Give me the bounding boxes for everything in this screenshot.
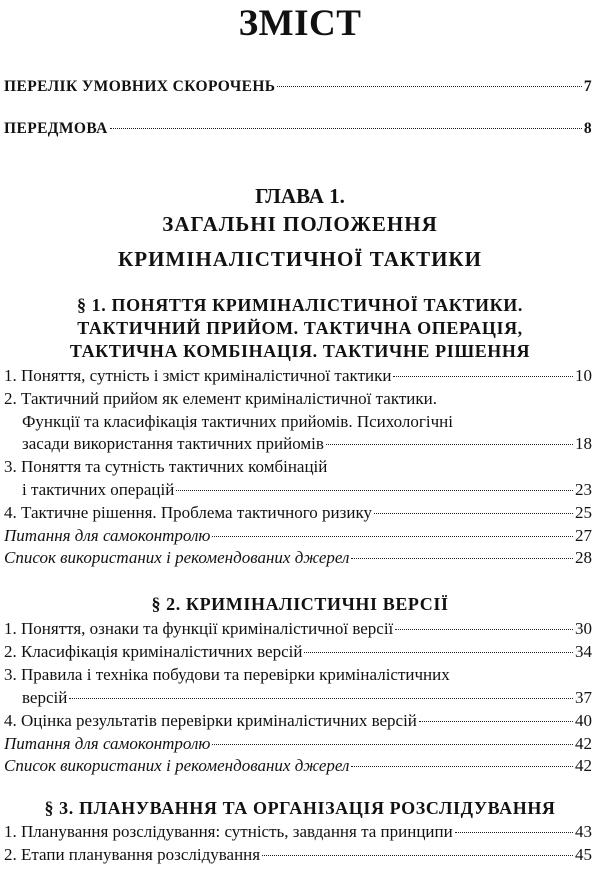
entry-label: ПЕРЕЛІК УМОВНИХ СКОРОЧЕНЬ bbox=[4, 78, 276, 95]
entry-line: 2. Тактичний прийом як елемент криміналістичної тактики. bbox=[4, 389, 438, 408]
section2-heading: § 2. КРИМІНАЛІСТИЧНІ ВЕРСІЇ bbox=[151, 594, 449, 614]
toc-entry-questions[interactable] bbox=[4, 734, 592, 756]
entry-label: Питання для самоконтролю bbox=[4, 734, 211, 753]
page-title: ЗМІСТ bbox=[238, 3, 362, 44]
entry-label: 1. Поняття, сутність і зміст криміналістичної тактики bbox=[4, 366, 392, 385]
entry-page: 28 bbox=[575, 548, 592, 567]
dot-leader bbox=[69, 698, 573, 699]
dot-leader bbox=[374, 513, 573, 514]
entry-line: Функції та класифікація тактичних прийомів. Психологічні bbox=[22, 412, 453, 431]
toc-entry[interactable] bbox=[4, 503, 592, 525]
toc-entry[interactable] bbox=[22, 688, 592, 710]
entry-label: 1. Планування розслідування: сутність, завдання та принципи bbox=[4, 822, 453, 841]
toc-entry-sources[interactable] bbox=[4, 756, 592, 778]
entry-label: Питання для самоконтролю bbox=[4, 526, 211, 545]
toc-entry[interactable] bbox=[4, 366, 592, 388]
toc-entry-questions[interactable] bbox=[4, 526, 592, 548]
entry-label: 2. Класифікація криміналістичних версій bbox=[4, 642, 303, 661]
toc-entry[interactable] bbox=[4, 822, 592, 844]
dot-leader bbox=[351, 558, 573, 559]
dot-leader bbox=[326, 444, 573, 445]
dot-leader bbox=[304, 652, 573, 653]
entry-label: засади використання тактичних прийомів bbox=[22, 434, 324, 453]
chapter-number: ГЛАВА 1. bbox=[255, 184, 345, 208]
entry-page: 43 bbox=[575, 822, 592, 841]
dot-leader bbox=[176, 490, 573, 491]
toc-entry[interactable] bbox=[22, 434, 592, 456]
dot-leader bbox=[395, 629, 573, 630]
dot-leader bbox=[277, 86, 581, 87]
entry-page: 18 bbox=[575, 434, 592, 453]
entry-page: 45 bbox=[575, 845, 592, 864]
entry-page: 34 bbox=[575, 642, 592, 661]
entry-page: 37 bbox=[575, 688, 592, 707]
entry-label: ПЕРЕДМОВА bbox=[4, 120, 108, 137]
entry-label: і тактичних операцій bbox=[22, 480, 175, 499]
entry-page: 7 bbox=[583, 78, 592, 95]
entry-page: 30 bbox=[575, 619, 592, 638]
toc-entry-preface[interactable] bbox=[4, 120, 592, 142]
dot-leader bbox=[393, 376, 573, 377]
entry-label: Список використаних і рекомендованих джерел bbox=[4, 756, 350, 775]
dot-leader bbox=[419, 721, 573, 722]
dot-leader bbox=[455, 832, 573, 833]
entry-page: 27 bbox=[575, 526, 592, 545]
toc-entry-sources[interactable] bbox=[4, 548, 592, 570]
toc-entry[interactable] bbox=[4, 845, 592, 867]
entry-page: 23 bbox=[575, 480, 592, 499]
section3-heading: § 3. ПЛАНУВАННЯ ТА ОРГАНІЗАЦІЯ РОЗСЛІДУВАННЯ bbox=[44, 798, 556, 818]
entry-label: 1. Поняття, ознаки та функції криміналістичної версії bbox=[4, 619, 394, 638]
toc-entry[interactable] bbox=[22, 480, 592, 502]
entry-label: Список використаних і рекомендованих джерел bbox=[4, 548, 350, 567]
section1-heading-line2: ТАКТИЧНИЙ ПРИЙОМ. ТАКТИЧНА ОПЕРАЦІЯ, bbox=[77, 318, 523, 338]
entry-page: 8 bbox=[583, 120, 592, 137]
entry-label: версій bbox=[22, 688, 68, 707]
entry-line: 3. Правила і техніка побудови та перевірки криміналістичних bbox=[4, 665, 450, 684]
dot-leader bbox=[262, 855, 573, 856]
chapter-title-line1: ЗАГАЛЬНІ ПОЛОЖЕННЯ bbox=[162, 212, 438, 236]
toc-entry-abbreviations[interactable] bbox=[4, 78, 592, 100]
entry-page: 42 bbox=[575, 756, 592, 775]
entry-label: 4. Тактичне рішення. Проблема тактичного ризику bbox=[4, 503, 372, 522]
section1-heading-line3: ТАКТИЧНА КОМБІНАЦІЯ. ТАКТИЧНЕ РІШЕННЯ bbox=[69, 341, 531, 361]
entry-label: 4. Оцінка результатів перевірки криміналістичних версій bbox=[4, 711, 417, 730]
toc-entry[interactable] bbox=[4, 711, 592, 733]
entry-page: 25 bbox=[575, 503, 592, 522]
section1-heading-line1: § 1. ПОНЯТТЯ КРИМІНАЛІСТИЧНОЇ ТАКТИКИ. bbox=[76, 295, 524, 315]
toc-entry[interactable] bbox=[4, 619, 592, 641]
dot-leader bbox=[212, 744, 573, 745]
entry-line: 3. Поняття та сутність тактичних комбінацій bbox=[4, 457, 328, 476]
toc-entry[interactable] bbox=[4, 642, 592, 664]
dot-leader bbox=[212, 536, 573, 537]
dot-leader bbox=[110, 128, 582, 129]
chapter-title-line2: КРИМІНАЛІСТИЧНОЇ ТАКТИКИ bbox=[118, 247, 482, 271]
entry-page: 42 bbox=[575, 734, 592, 753]
entry-label: 2. Етапи планування розслідування bbox=[4, 845, 261, 864]
dot-leader bbox=[351, 766, 573, 767]
entry-page: 40 bbox=[575, 711, 592, 730]
entry-page: 10 bbox=[575, 366, 592, 385]
